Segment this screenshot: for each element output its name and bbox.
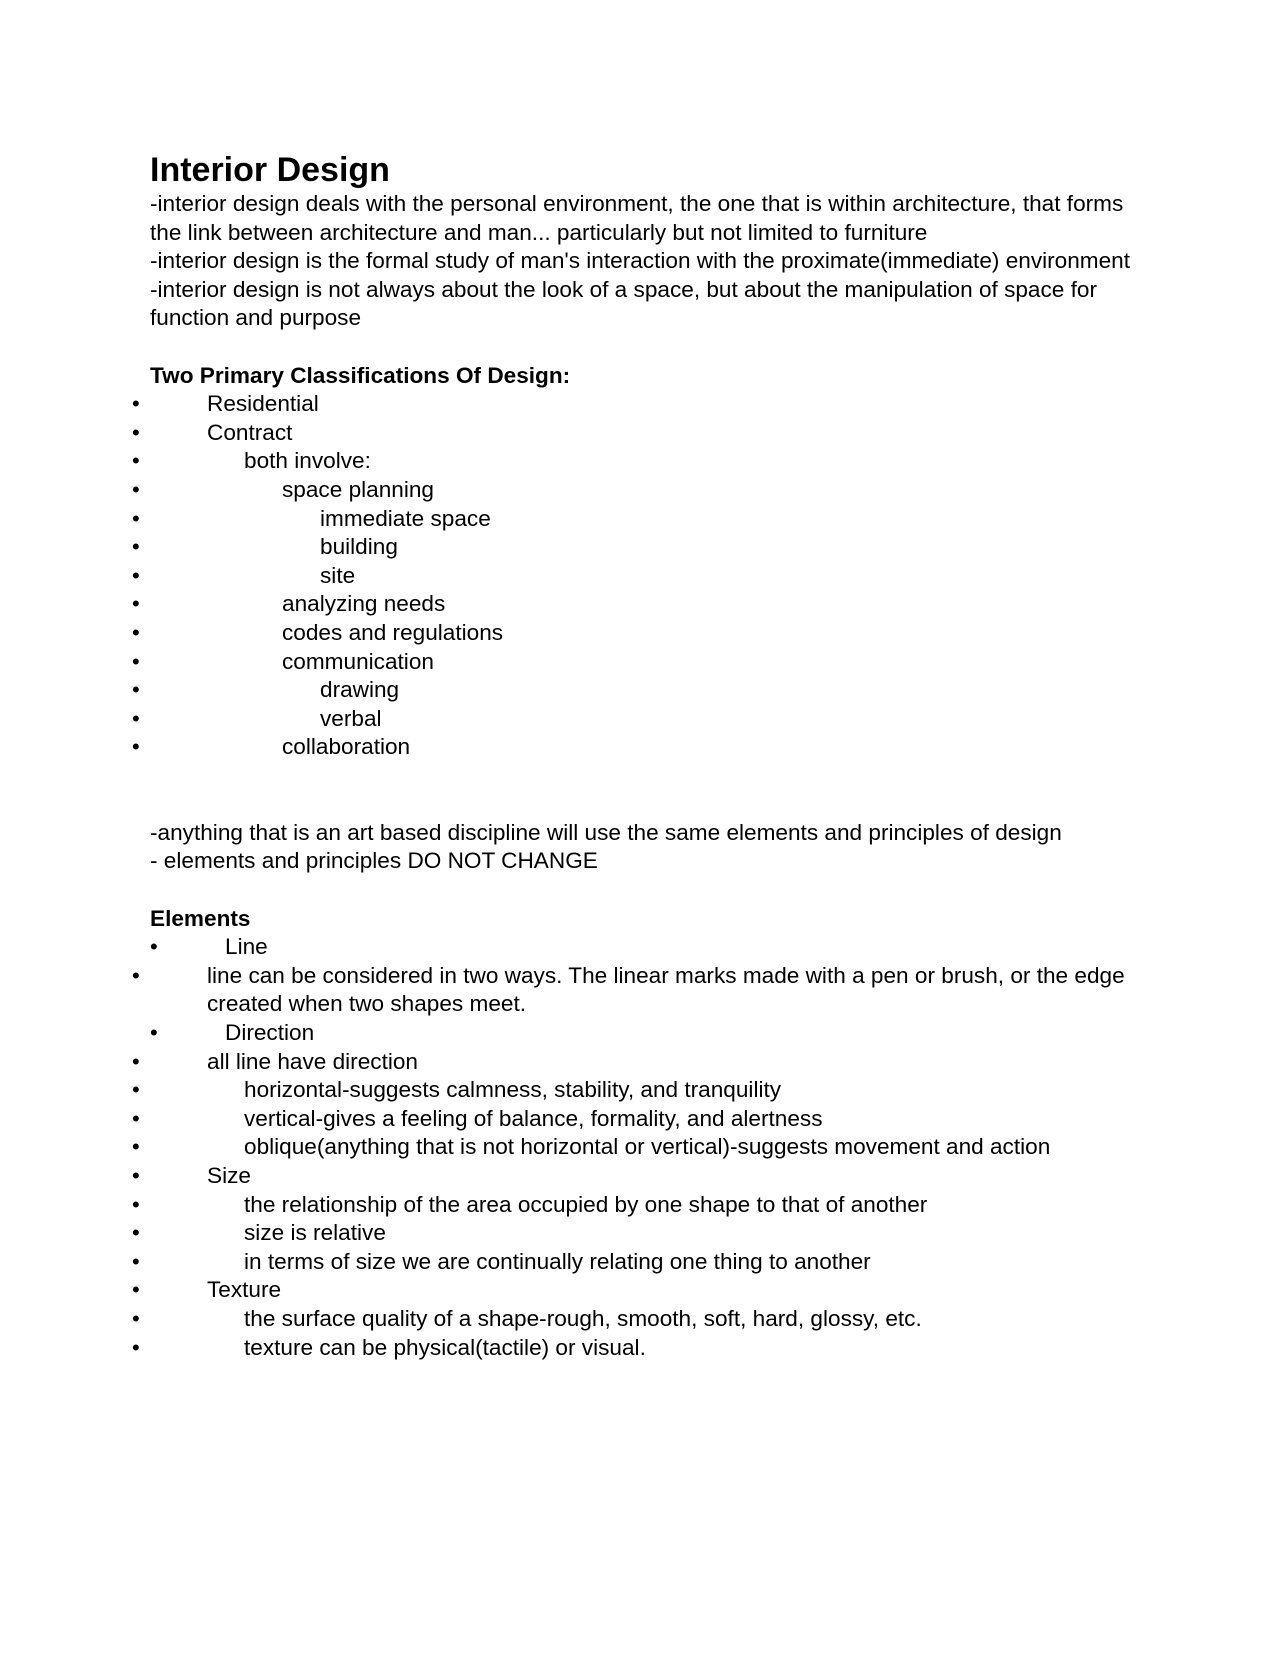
bullet-icon: • xyxy=(132,1077,140,1103)
list-item-text: Contract xyxy=(207,419,293,445)
list-item xyxy=(132,619,1140,648)
list-item-text: Direction xyxy=(225,1020,315,1046)
bullet-icon: • xyxy=(132,1191,140,1217)
list-item xyxy=(132,648,1140,677)
bullet-icon: • xyxy=(150,1020,158,1046)
bullet-icon: • xyxy=(150,934,158,960)
art-note-2: - elements and principles DO NOT CHANGE xyxy=(150,848,598,874)
list-item xyxy=(132,1219,1140,1248)
list-item-text: collaboration xyxy=(282,734,411,760)
bullet-icon: • xyxy=(132,591,140,617)
spacer xyxy=(150,876,1140,905)
bullet-icon: • xyxy=(132,648,140,674)
bullet-icon: • xyxy=(132,619,140,645)
bullet-icon: • xyxy=(132,476,140,502)
list-item-text: Residential xyxy=(207,391,319,417)
bullet-icon: • xyxy=(132,1048,140,1074)
list-item xyxy=(132,390,1140,419)
intro-paragraph-2: -interior design is the formal study of man's interaction with the proximate(immediate) environment xyxy=(150,248,1131,274)
list-item-text: immediate space xyxy=(320,505,491,531)
list-item-text: size is relative xyxy=(244,1220,386,1246)
list-item xyxy=(132,505,1140,534)
list-item xyxy=(132,1076,1140,1105)
list-item-text: the relationship of the area occupied by one shape to that of another xyxy=(244,1191,928,1217)
list-item xyxy=(132,476,1140,505)
list-item-text: Size xyxy=(207,1163,251,1188)
list-item-text: drawing xyxy=(320,677,400,703)
intro-paragraph-1: -interior design deals with the personal environment, the one that is within architecture, that forms the link between architecture and man... particularly but not limited to furniture xyxy=(150,191,1124,245)
bullet-icon: • xyxy=(132,505,140,531)
bullet-icon: • xyxy=(132,1277,140,1303)
bullet-icon: • xyxy=(132,734,140,760)
list-item-text: line can be considered in two ways. The linear marks made with a pen or brush, or the edge created when two shapes meet. xyxy=(207,962,1125,1017)
list-item-text: space planning xyxy=(282,476,435,502)
list-item-text: oblique(anything that is not horizontal or vertical)-suggests movement and action xyxy=(244,1134,1051,1160)
list-item-text: texture can be physical(tactile) or visual. xyxy=(244,1334,646,1360)
elements-heading: Elements xyxy=(150,905,251,931)
list-item xyxy=(132,447,1140,476)
spacer xyxy=(150,333,1140,362)
list-item-text: site xyxy=(320,562,356,588)
list-item xyxy=(132,533,1140,562)
list-item-text: both involve: xyxy=(244,448,371,474)
list-item xyxy=(132,1133,1140,1162)
bullet-icon: • xyxy=(132,1305,140,1331)
list-item-text: the surface quality of a shape-rough, smooth, soft, hard, glossy, etc. xyxy=(244,1305,922,1331)
spacer xyxy=(150,762,1140,819)
list-item xyxy=(150,1019,1140,1048)
list-item xyxy=(132,419,1140,448)
list-item xyxy=(132,1048,1140,1077)
bullet-icon: • xyxy=(132,1220,140,1246)
bullet-icon: • xyxy=(132,534,140,560)
bullet-icon: • xyxy=(132,962,140,988)
document-page xyxy=(132,150,1140,1362)
bullet-icon: • xyxy=(132,391,140,417)
list-item-text: verbal xyxy=(320,705,382,731)
list-item xyxy=(132,705,1140,734)
list-item xyxy=(132,676,1140,705)
list-item-text: building xyxy=(320,534,398,560)
bullet-icon: • xyxy=(132,1105,140,1131)
list-item xyxy=(150,933,1140,962)
bullet-icon: • xyxy=(132,419,140,445)
list-item-text: in terms of size we are continually relating one thing to another xyxy=(244,1248,871,1274)
list-item xyxy=(132,1248,1140,1277)
document-title: Interior Design xyxy=(150,151,390,189)
bullet-icon: • xyxy=(132,448,140,474)
list-item xyxy=(132,733,1140,762)
intro-paragraph-3: -interior design is not always about the look of a space, but about the manipulation of space for function and purpose xyxy=(150,276,1098,331)
bullet-icon: • xyxy=(132,1248,140,1274)
list-item xyxy=(132,1334,1140,1363)
art-note-1: -anything that is an art based discipline will use the same elements and principles of design xyxy=(150,819,1062,845)
bullet-icon: • xyxy=(132,1134,140,1160)
list-item-text: vertical-gives a feeling of balance, formality, and alertness xyxy=(244,1105,823,1131)
list-item xyxy=(132,1305,1140,1334)
list-item xyxy=(132,590,1140,619)
bullet-icon: • xyxy=(132,705,140,731)
list-item-text: Line xyxy=(225,934,268,960)
list-item xyxy=(132,1105,1140,1134)
elements-list xyxy=(132,933,1140,1362)
list-item xyxy=(132,1276,1140,1305)
list-item xyxy=(132,962,1140,1019)
list-item-text: Texture xyxy=(207,1277,282,1303)
bullet-icon: • xyxy=(132,1334,140,1360)
bullet-icon: • xyxy=(132,677,140,703)
classifications-list xyxy=(132,390,1140,762)
list-item-text: analyzing needs xyxy=(282,591,446,617)
classifications-heading: Two Primary Classifications Of Design: xyxy=(150,362,571,388)
list-item xyxy=(132,1191,1140,1220)
list-item xyxy=(132,1162,1140,1191)
list-item xyxy=(132,562,1140,591)
list-item-text: communication xyxy=(282,648,434,674)
list-item-text: all line have direction xyxy=(207,1048,419,1074)
bullet-icon: • xyxy=(132,1163,140,1188)
list-item-text: codes and regulations xyxy=(282,619,504,645)
list-item-text: horizontal-suggests calmness, stability, and tranquility xyxy=(244,1077,782,1103)
bullet-icon: • xyxy=(132,562,140,588)
